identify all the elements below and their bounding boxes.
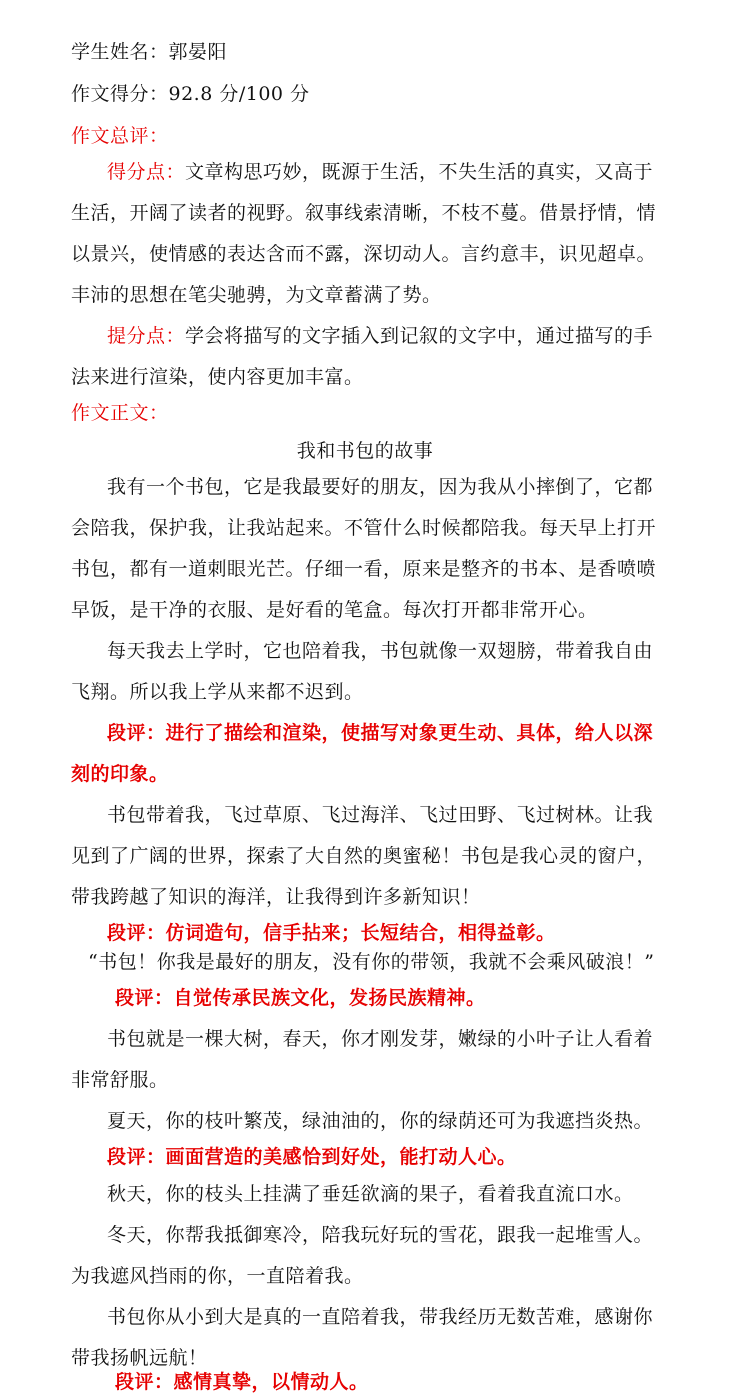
essay-line: 冬天，你帮我抵御寒冷，陪我玩好玩的雪花，跟我一起堆雪人。 <box>107 1224 654 1246</box>
paragraph-comment: 刻的印象。 <box>71 763 169 785</box>
essay-line: 带我跨越了知识的海洋，让我得到许多新知识！ <box>71 886 481 908</box>
essay-line: 为我遮风挡雨的你，一直陪着我。 <box>71 1265 364 1287</box>
essay-line: 见到了广阔的世界，探索了大自然的奥蜜秘！书包是我心灵的窗户， <box>71 845 657 867</box>
paragraph-comment: 段评：自觉传承民族文化，发扬民族精神。 <box>115 987 486 1009</box>
essay-score: 作文得分：92.8 分/100 分 <box>71 83 310 105</box>
essay-heading: 作文正文： <box>71 402 169 424</box>
score-points-line: 丰沛的思想在笔尖驰骋，为文章蓄满了势。 <box>71 284 442 306</box>
essay-line: 每天我去上学时，它也陪着我，书包就像一双翅膀，带着我自由 <box>107 640 654 662</box>
essay-line: 早饭，是干净的衣服、是好看的笔盒。每次打开都非常开心。 <box>71 599 598 621</box>
score-points-text: 文章构思巧妙，既源于生活，不失生活的真实，又高于 <box>185 161 654 183</box>
paragraph-comment: 段评：仿词造句，信手拈来；长短结合，相得益彰。 <box>107 922 556 944</box>
score-points-line <box>107 158 653 186</box>
essay-line: 我有一个书包，它是我最要好的朋友，因为我从小摔倒了，它都 <box>107 476 654 498</box>
essay-line: 非常舒服。 <box>71 1069 169 1091</box>
essay-line: 秋天，你的枝头上挂满了垂廷欲滴的果子，看着我直流口水。 <box>107 1183 634 1205</box>
paragraph-comment: 段评：画面营造的美感恰到好处，能打动人心。 <box>107 1146 517 1168</box>
essay-title: 我和书包的故事 <box>296 440 434 462</box>
essay-line: “书包！你我是最好的朋友，没有你的带领，我就不会乘风破浪！” <box>88 951 655 973</box>
essay-line: 飞翔。所以我上学从来都不迟到。 <box>71 681 364 703</box>
score-points-line: 以景兴，使情感的表达含而不露，深切动人。言约意丰，识见超卓。 <box>71 243 657 265</box>
improve-points-label: 提分点： <box>107 325 186 347</box>
essay-line: 书包带着我，飞过草原、飞过海洋、飞过田野、飞过树林。让我 <box>107 804 654 826</box>
essay-line: 会陪我，保护我，让我站起来。不管什么时候都陪我。每天早上打开 <box>71 517 657 539</box>
essay-line: 书包，都有一道刺眼光芒。仔细一看，原来是整齐的书本、是香喷喷 <box>71 558 657 580</box>
essay-line: 书包你从小到大是真的一直陪着我，带我经历无数苦难，感谢你 <box>107 1306 654 1328</box>
essay-line: 带我扬帆远航！ <box>71 1347 208 1369</box>
paragraph-comment: 段评：进行了描绘和渲染，使描写对象更生动、具体，给人以深 <box>107 722 654 744</box>
improve-points-text: 学会将描写的文字插入到记叙的文字中，通过描写的手 <box>185 325 654 347</box>
student-name: 学生姓名：郭晏阳 <box>71 41 228 63</box>
essay-line: 夏天，你的枝叶繁茂，绿油油的，你的绿荫还可为我遮挡炎热。 <box>107 1110 654 1132</box>
review-heading: 作文总评： <box>71 125 169 147</box>
essay-line: 书包就是一棵大树，春天，你才刚发芽，嫩绿的小叶子让人看着 <box>107 1028 654 1050</box>
improve-points-line: 法来进行渲染，使内容更加丰富。 <box>71 366 364 388</box>
score-points-line: 生活，开阔了读者的视野。叙事线索清晰，不枝不蔓。借景抒情，情 <box>71 202 657 224</box>
improve-points-line <box>107 322 653 350</box>
paragraph-comment: 段评：感情真挚，以情动人。 <box>115 1371 369 1393</box>
score-points-label: 得分点： <box>107 161 186 183</box>
